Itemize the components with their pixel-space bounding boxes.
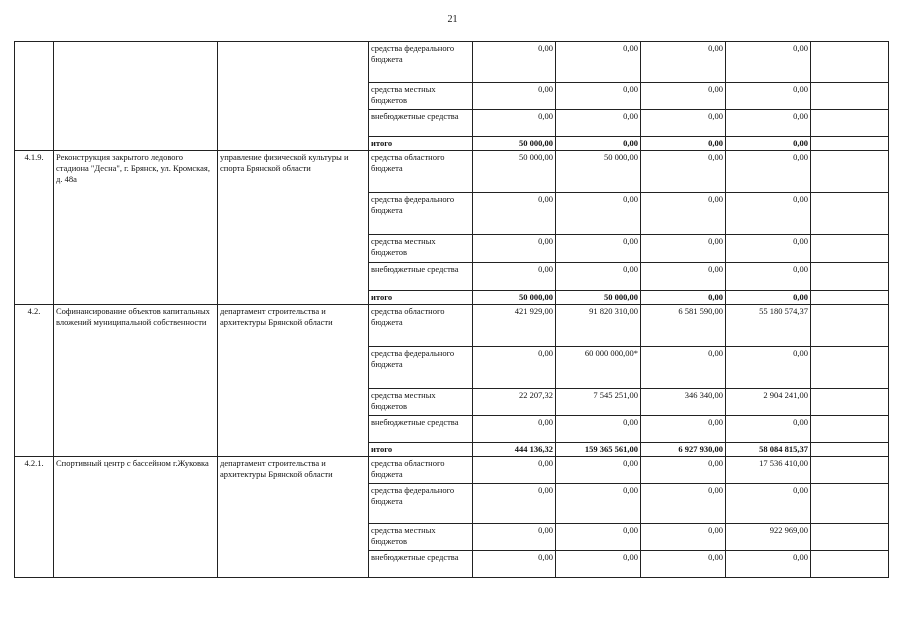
page-number: 21 <box>447 14 458 25</box>
amount-cell: 0,00 <box>641 193 726 235</box>
amount-cell: 0,00 <box>641 42 726 83</box>
empty-cell <box>811 347 889 389</box>
item-code-cell: 4.1.9. <box>15 151 54 305</box>
amount-cell: 0,00 <box>726 551 811 578</box>
budget-table <box>14 41 889 578</box>
amount-cell: 0,00 <box>726 193 811 235</box>
empty-cell <box>811 305 889 347</box>
amount-cell: 0,00 <box>641 235 726 263</box>
funding-source-cell: внебюджетные средства <box>369 110 473 137</box>
amount-cell: 0,00 <box>556 110 641 137</box>
funding-source-cell: внебюджетные средства <box>369 551 473 578</box>
amount-cell: 6 927 930,00 <box>641 443 726 457</box>
empty-cell <box>811 416 889 443</box>
amount-cell: 0,00 <box>726 291 811 305</box>
amount-cell: 58 084 815,37 <box>726 443 811 457</box>
amount-cell: 0,00 <box>641 416 726 443</box>
amount-cell: 7 545 251,00 <box>556 389 641 416</box>
amount-cell: 0,00 <box>556 551 641 578</box>
item-name-cell: Софинансирование объектов капитальных вложений муниципальной собственности <box>54 305 218 457</box>
amount-cell: 0,00 <box>556 83 641 110</box>
amount-cell: 50 000,00 <box>473 151 556 193</box>
amount-cell: 0,00 <box>726 42 811 83</box>
funding-source-cell: средства местных бюджетов <box>369 389 473 416</box>
empty-cell <box>811 235 889 263</box>
amount-cell: 0,00 <box>556 416 641 443</box>
funding-source-cell: итого <box>369 137 473 151</box>
amount-cell: 0,00 <box>641 83 726 110</box>
amount-cell: 0,00 <box>641 151 726 193</box>
item-name-cell: Реконструкция закрытого ледового стадиона "Десна", г. Брянск, ул. Кромская, д. 48а <box>54 151 218 305</box>
amount-cell: 0,00 <box>641 263 726 291</box>
amount-cell: 0,00 <box>556 42 641 83</box>
funding-source-cell: внебюджетные средства <box>369 416 473 443</box>
amount-cell: 91 820 310,00 <box>556 305 641 347</box>
amount-cell: 50 000,00 <box>473 291 556 305</box>
amount-cell: 0,00 <box>556 524 641 551</box>
amount-cell: 60 000 000,00* <box>556 347 641 389</box>
amount-cell: 0,00 <box>641 484 726 524</box>
amount-cell: 0,00 <box>726 83 811 110</box>
item-code-cell <box>15 42 54 151</box>
empty-cell <box>811 551 889 578</box>
funding-source-cell: средства областного бюджета <box>369 305 473 347</box>
empty-cell <box>811 457 889 484</box>
funding-source-cell: средства федерального бюджета <box>369 42 473 83</box>
empty-cell <box>811 83 889 110</box>
empty-cell <box>811 524 889 551</box>
funding-source-cell: средства местных бюджетов <box>369 524 473 551</box>
amount-cell: 6 581 590,00 <box>641 305 726 347</box>
amount-cell: 0,00 <box>556 484 641 524</box>
amount-cell: 0,00 <box>556 263 641 291</box>
amount-cell: 0,00 <box>473 235 556 263</box>
table-row <box>15 457 889 484</box>
empty-cell <box>811 137 889 151</box>
item-code-cell: 4.2.1. <box>15 457 54 578</box>
amount-cell: 0,00 <box>641 524 726 551</box>
item-name-cell <box>54 42 218 151</box>
funding-source-cell: итого <box>369 291 473 305</box>
empty-cell <box>811 110 889 137</box>
empty-cell <box>811 151 889 193</box>
amount-cell: 346 340,00 <box>641 389 726 416</box>
table-row <box>15 42 889 83</box>
funding-source-cell: средства областного бюджета <box>369 457 473 484</box>
amount-cell: 55 180 574,37 <box>726 305 811 347</box>
amount-cell: 0,00 <box>473 551 556 578</box>
amount-cell: 50 000,00 <box>473 137 556 151</box>
amount-cell: 159 365 561,00 <box>556 443 641 457</box>
amount-cell: 0,00 <box>556 137 641 151</box>
amount-cell: 0,00 <box>473 457 556 484</box>
amount-cell: 0,00 <box>473 347 556 389</box>
amount-cell: 421 929,00 <box>473 305 556 347</box>
empty-cell <box>811 193 889 235</box>
amount-cell: 0,00 <box>726 235 811 263</box>
amount-cell: 0,00 <box>473 83 556 110</box>
empty-cell <box>811 389 889 416</box>
empty-cell <box>811 263 889 291</box>
amount-cell: 2 904 241,00 <box>726 389 811 416</box>
funding-source-cell: средства местных бюджетов <box>369 235 473 263</box>
funding-source-cell: средства областного бюджета <box>369 151 473 193</box>
table-row <box>15 151 889 193</box>
amount-cell: 444 136,32 <box>473 443 556 457</box>
empty-cell <box>811 291 889 305</box>
amount-cell: 0,00 <box>726 151 811 193</box>
funding-source-cell: внебюджетные средства <box>369 263 473 291</box>
funding-source-cell: средства местных бюджетов <box>369 83 473 110</box>
amount-cell: 0,00 <box>473 42 556 83</box>
item-name-cell: Спортивный центр с бассейном г.Жуковка <box>54 457 218 578</box>
amount-cell: 17 536 410,00 <box>726 457 811 484</box>
amount-cell: 0,00 <box>641 137 726 151</box>
amount-cell: 50 000,00 <box>556 291 641 305</box>
amount-cell: 0,00 <box>473 524 556 551</box>
amount-cell: 0,00 <box>641 291 726 305</box>
amount-cell: 0,00 <box>726 137 811 151</box>
funding-source-cell: средства федерального бюджета <box>369 193 473 235</box>
amount-cell: 0,00 <box>473 193 556 235</box>
amount-cell: 0,00 <box>473 416 556 443</box>
funding-source-cell: средства федерального бюджета <box>369 484 473 524</box>
amount-cell: 0,00 <box>641 347 726 389</box>
amount-cell: 0,00 <box>641 110 726 137</box>
amount-cell: 0,00 <box>556 193 641 235</box>
executor-cell <box>218 42 369 151</box>
amount-cell: 0,00 <box>726 484 811 524</box>
amount-cell: 0,00 <box>726 347 811 389</box>
executor-cell: департамент строительства и архитектуры Брянской области <box>218 305 369 457</box>
amount-cell: 0,00 <box>641 551 726 578</box>
empty-cell <box>811 42 889 83</box>
empty-cell <box>811 443 889 457</box>
amount-cell: 922 969,00 <box>726 524 811 551</box>
empty-cell <box>811 484 889 524</box>
amount-cell: 50 000,00 <box>556 151 641 193</box>
item-code-cell: 4.2. <box>15 305 54 457</box>
amount-cell: 0,00 <box>473 110 556 137</box>
funding-source-cell: средства федерального бюджета <box>369 347 473 389</box>
amount-cell: 0,00 <box>641 457 726 484</box>
amount-cell: 0,00 <box>726 416 811 443</box>
funding-source-cell: итого <box>369 443 473 457</box>
executor-cell: управление физической культуры и спорта Брянской области <box>218 151 369 305</box>
table-row <box>15 305 889 347</box>
amount-cell: 0,00 <box>473 263 556 291</box>
amount-cell: 0,00 <box>556 235 641 263</box>
amount-cell: 22 207,32 <box>473 389 556 416</box>
amount-cell: 0,00 <box>726 263 811 291</box>
amount-cell: 0,00 <box>556 457 641 484</box>
amount-cell: 0,00 <box>726 110 811 137</box>
executor-cell: департамент строительства и архитектуры Брянской области <box>218 457 369 578</box>
amount-cell: 0,00 <box>473 484 556 524</box>
